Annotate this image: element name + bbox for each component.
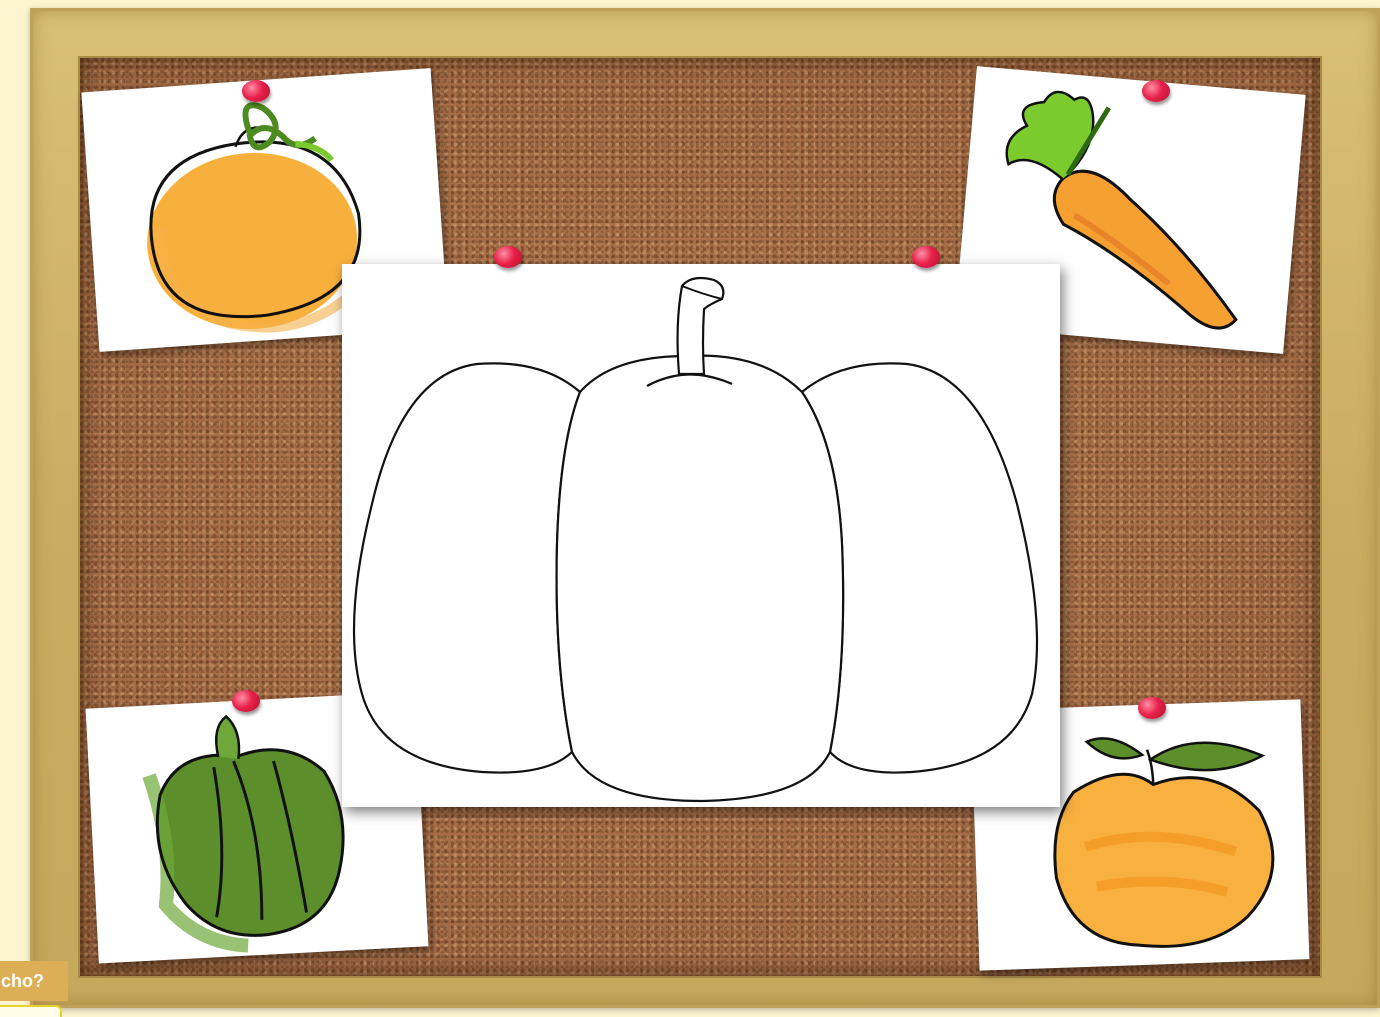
coloring-sheet [342, 264, 1060, 807]
pushpin [232, 690, 260, 712]
pushpin [1138, 697, 1166, 719]
pumpkin-left-lobe[interactable] [354, 363, 580, 772]
pumpkin-outline [342, 264, 1060, 807]
pumpkin-middle-lobe[interactable] [557, 356, 844, 801]
corner-badge[interactable]: cho? [0, 961, 68, 1001]
pushpin [1142, 80, 1170, 102]
corner-box[interactable] [0, 1005, 62, 1017]
pushpin [242, 80, 270, 102]
pushpin [912, 246, 940, 268]
pushpin [494, 246, 522, 268]
